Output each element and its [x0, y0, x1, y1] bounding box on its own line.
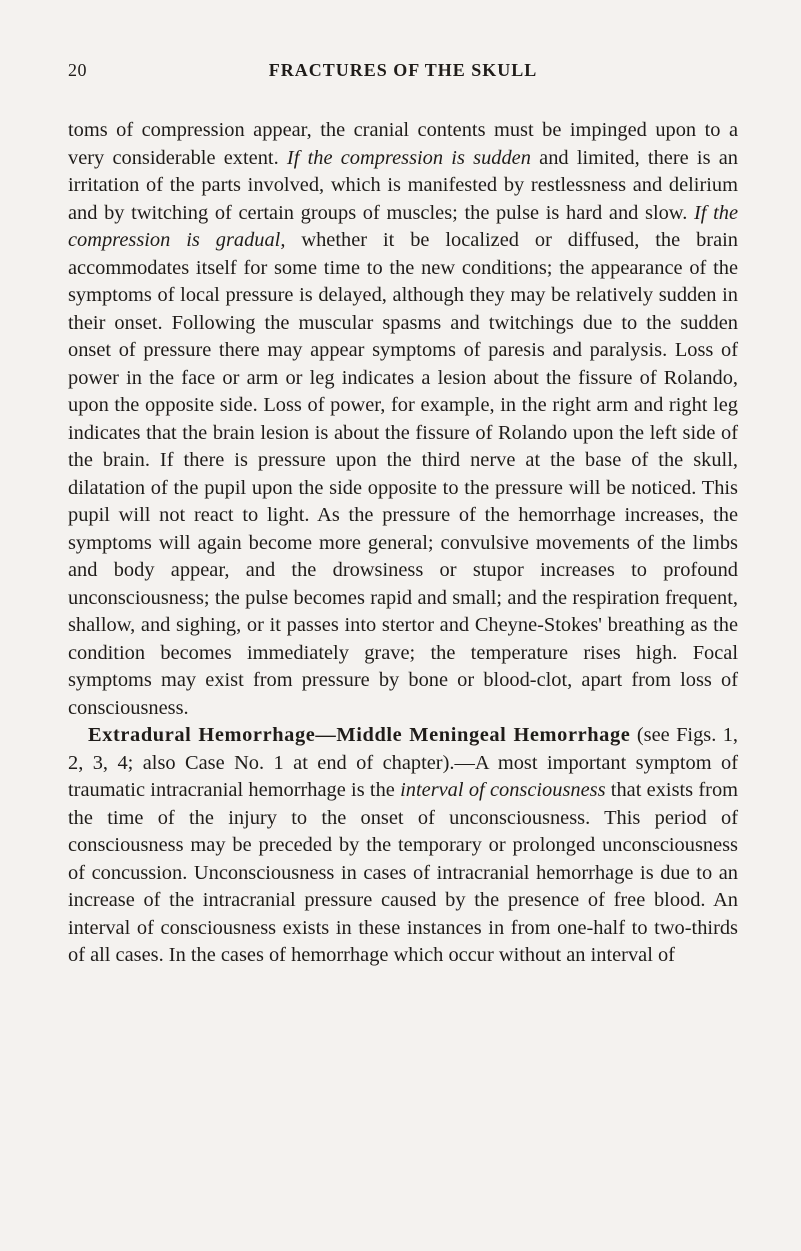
italic-phrase: If the compression is gradual, — [68, 201, 738, 251]
text-run: that exists from the time of the injury to the onset of unconsciousness. This period of consciousness may be preceded by the temporary or prolonged unconsciousness of concussion. Unconsciousness in cases of intracranial hemorrhage is due to an increase of the intracranial pressure caused by the presence of free blood. An interval of consciousness exists in these instances in from one-half to two-thirds of all cases. In the cases of hemorrhage which occur without an interval of — [68, 779, 739, 966]
paragraph-continued — [68, 117, 738, 722]
running-title: FRACTURES OF THE SKULL — [268, 60, 538, 80]
italic-phrase: interval of consciousness — [400, 779, 606, 801]
section-run-in-heading: Extradural Hemorrhage—Middle Meningeal Hemorrhage — [88, 724, 631, 746]
text-run: whether it be localized or diffused, the brain accommodates itself for some time to the new conditions; the appearance of the symptoms of local pressure is delayed, although they may be relatively sudden in their onset. Following the muscular spasms and twitchings due to the sudden onset of pressure there may appear symptoms of paresis and paralysis. Loss of power in the face or arm or leg indicates a lesion about the fissure of Rolando, upon the opposite side. Loss of power, for example, in the right arm and right leg indicates that the brain lesion is about the fissure of Rolando upon the left side of the brain. If there is pressure upon the third nerve at the base of the skull, dilatation of the pupil upon the side opposite to the pressure will be noticed. This pupil will not react to light. As the pressure of the hemorrhage increases, the symptoms will again become more general; convulsive movements of the limbs and body appear, and the drowsiness or stupor increases to profound unconsciousness; the pulse becomes rapid and small; and the respiration frequent, shallow, and sighing, or it passes into stertor and Cheyne-Stokes' breathing as the condition becomes immediately grave; the temperature rises high. Focal symptoms may exist from pressure by bone or blood-clot, apart from loss of consciousness. — [68, 229, 738, 719]
italic-phrase: If the compression is sudden — [286, 146, 531, 169]
text-run: (see Figs. 1, 2, 3, 4; also Case No. 1 at end of chapter).—A most important symptom of traumatic intracranial hemorrhage is the — [68, 724, 738, 801]
page-number: 20 — [68, 60, 87, 80]
text-run: toms of compression appear, the cranial contents must be impinged upon to a very considerable extent. — [68, 119, 738, 169]
paragraph-extradural-hemorrhage — [68, 722, 738, 970]
running-head — [68, 60, 738, 86]
text-run: and limited, there is an irritation of the parts involved, which is manifested by restlessness and delirium and by twitching of certain groups of muscles; the pulse is hard and slow. — [68, 146, 738, 224]
body-text — [68, 117, 738, 970]
